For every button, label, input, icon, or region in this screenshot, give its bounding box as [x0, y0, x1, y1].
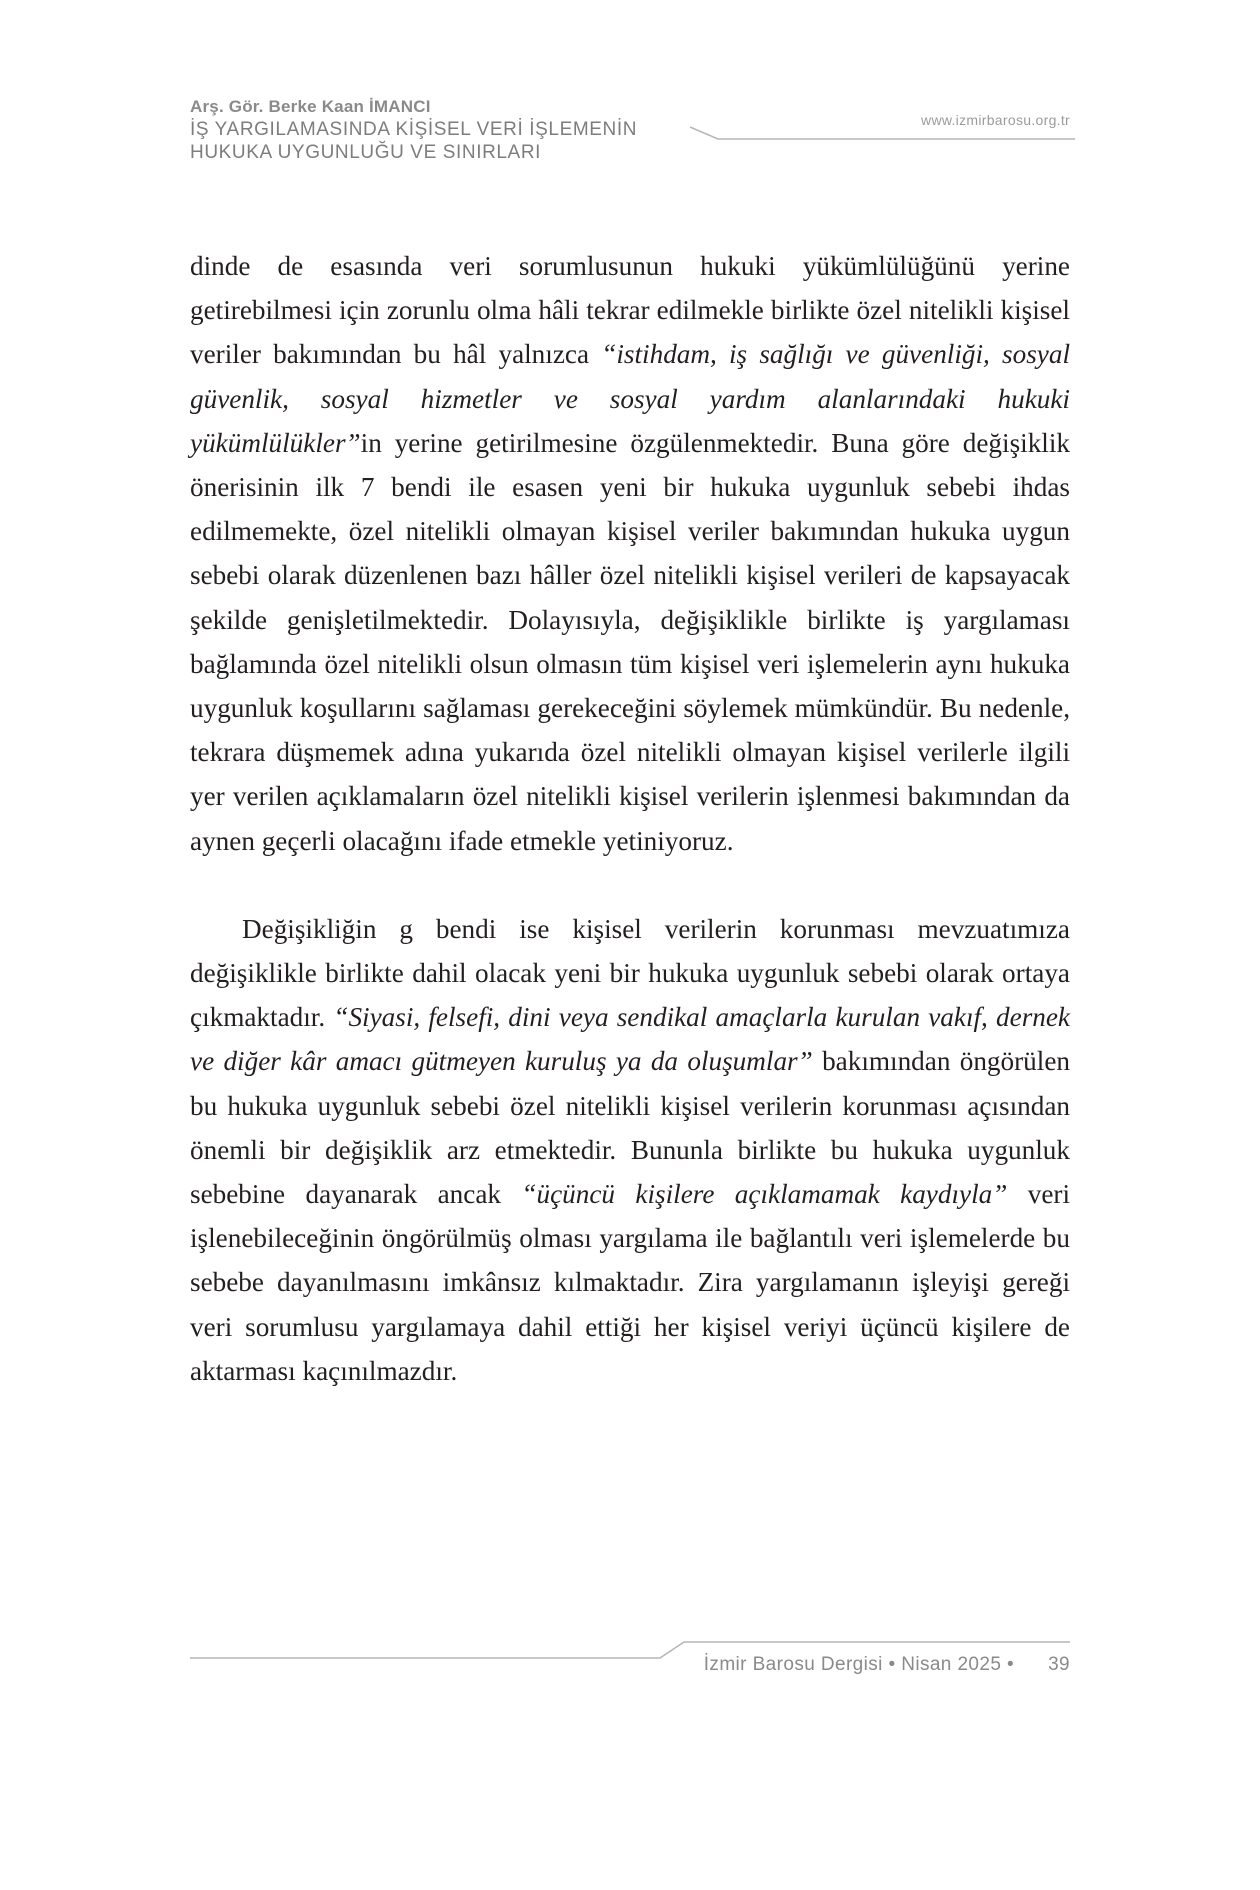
paragraph-2 — [190, 907, 1070, 1393]
article-body — [190, 244, 1070, 1393]
journal-name: İzmir Barosu Dergisi • Nisan 2025 • — [703, 1654, 1015, 1675]
header-rule — [690, 125, 1075, 141]
page-number: 39 — [1048, 1654, 1070, 1675]
paragraph-2-quote-2: “üçüncü kişilere açıklamamak kaydıyla” — [521, 1179, 1008, 1210]
paragraph-1-text-a: dinde de esasında veri sorumlusunun hukuki yükümlülüğünü yerine getirebilmesi için zorunlu olma hâli tekrar edilmekle birlikte özel nitelikli kişisel veriler bakımından bu hâl yalnızca — [190, 251, 1070, 370]
running-footer — [190, 1640, 1070, 1680]
article-title-line-1: İŞ YARGILAMASINDA KİŞİSEL VERİ İŞLEMENİN — [190, 119, 638, 140]
paragraph-2-text-c: veri işlenebileceğinin öngörülmüş olması yargılama ile bağlantılı veri işlemelerde bu sebebe dayanılmasını imkânsız kılmaktadır. Zira yargılamanın işleyişi gereği veri sorumlusu yargılamaya dahil ettiği her kişisel veriyi üçüncü kişilere de aktarması kaçınılmazdır. — [190, 1179, 1070, 1386]
author-name: Arş. Gör. Berke Kaan İMANCI — [190, 97, 431, 116]
website-url: www.izmirbarosu.org.tr — [921, 112, 1070, 128]
paragraph-1 — [190, 244, 1070, 863]
paragraph-1-quote: “istihdam, iş sağlığı ve güvenliği, sosyal güvenlik, sosyal hizmetler ve sosyal yardım alanlarındaki hukuki yükümlülükler” — [190, 339, 1070, 458]
paragraph-1-text-b: in yerine getirilmesine özgülenmektedir. Buna göre değişiklik önerisinin ilk 7 bendi ile esasen yeni bir hukuka uygunluk sebebi ihdas edilmemekte, özel nitelikli olmayan kişisel veriler bakımından hukuka uygun sebebi olarak düzenlenen bazı hâller özel nitelikli kişisel verileri de kapsayacak şekilde genişletilmektedir. Dolayısıyla, değişiklikle birlikte iş yargılaması bağlamında özel nitelikli olsun olmasın tüm kişisel veri işlemelerin aynı hukuka uygunluk koşullarını sağlaması gerekeceğini söylemek mümkündür. Bu nedenle, tekrara düşmemek adına yukarıda özel nitelikli olmayan kişisel verilerle ilgili yer verilen açıklamaların özel nitelikli kişisel verilerin işlenmesi bakımından da aynen geçerli olacağını ifade etmekle yetiniyoruz. — [190, 427, 1070, 856]
paragraph-2-text-a: Değişikliğin g bendi ise kişisel verilerin korunması mevzuatımıza değişiklikle birlikte dahil olacak yeni bir hukuka uygunluk sebebi olarak ortaya çıkmaktadır. — [190, 913, 1070, 1033]
footer-info — [704, 1654, 1070, 1676]
article-title-line-2: HUKUKA UYGUNLUĞU VE SINIRLARI — [190, 142, 542, 163]
paragraph-2-text-b: bakımından öngörülen bu hukuka uygunluk sebebi özel nitelikli kişisel verilerin korunması açısından önemli bir değişiklik arz etmektedir. Bununla birlikte bu hukuka uygunluk sebebine dayanarak ancak — [190, 1046, 1070, 1210]
paragraph-2-quote-1: “Siyasi, felsefi, dini veya sendikal amaçlarla kurulan vakıf, dernek ve diğer kâr amacı gütmeyen kuruluş ya da oluşumlar” — [190, 1002, 1071, 1077]
